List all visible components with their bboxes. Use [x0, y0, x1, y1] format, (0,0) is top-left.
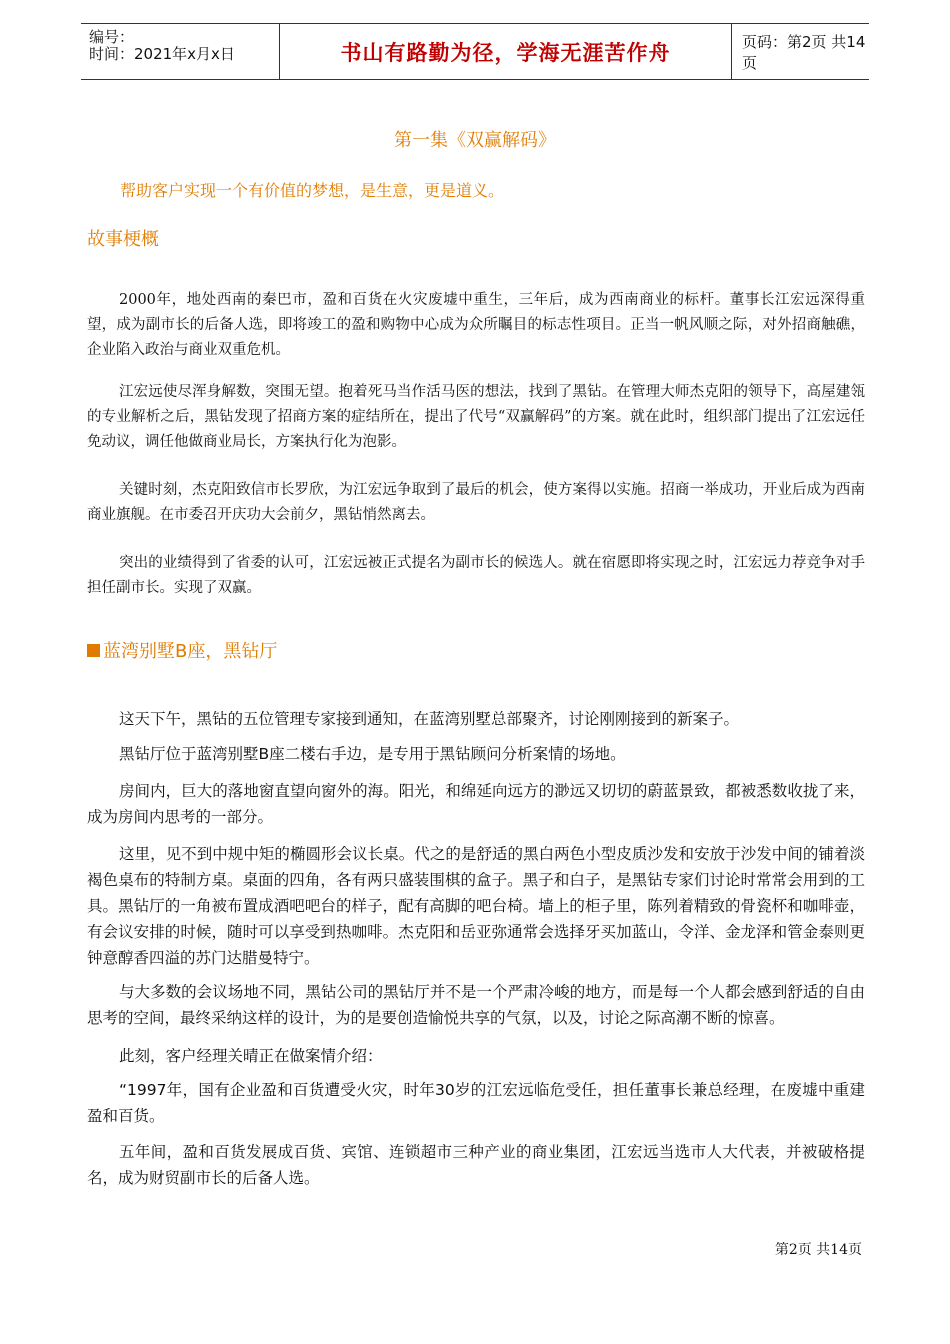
header-motto-cell	[280, 24, 732, 79]
scene-paragraph: “1997年，国有企业盈和百货遭受火灾，时年30岁的江宏远临危受任，担任董事长兼总经理，在废墟中重建盈和百货。	[87, 1081, 865, 1125]
tagline: 帮助客户实现一个有价值的梦想，是生意，更是道义。	[120, 181, 505, 200]
scene-heading	[87, 637, 277, 663]
scene-paragraph: 此刻，客户经理关晴正在做案情介绍：	[119, 1047, 383, 1065]
square-bullet-icon	[87, 644, 100, 657]
scene-paragraph: 这里，见不到中规中矩的椭圆形会议长桌。代之的是舒适的黑白两色小型皮质沙发和安放于沙发中间的铺着淡褐色桌布的特制方桌。桌面的四角，各有两只盛装围棋的盒子。黑子和白子，是黑钻专家们讨论时常常会用到的工具。黑钻厅的一角被布置成酒吧吧台的样子，配有高脚的吧台椅。墙上的柜子里，陈列着精致的骨瓷杯和咖啡壶，有会议安排的时候，随时可以享受到热咖啡。杰克阳和岳亚弥通常会选择牙买加蓝山，令洋、金龙泽和管金泰则更钟意醇香四溢的苏门达腊曼特宁。	[87, 845, 865, 967]
scene-paragraph: 五年间，盈和百货发展成百货、宾馆、连锁超市三种产业的商业集团，江宏远当选市人大代表，并被破格提名，成为财贸副市长的后备人选。	[87, 1143, 865, 1187]
scene-paragraph: 这天下午，黑钻的五位管理专家接到通知，在蓝湾别墅总部聚齐，讨论刚刚接到的新案子。	[119, 710, 740, 728]
document-number-label: 编号：	[89, 28, 135, 46]
scene-heading-text: 蓝湾别墅B座，黑钻厅	[103, 641, 278, 662]
document-time-label: 时间：2021年x月x日	[89, 45, 235, 63]
header-left-cell	[81, 24, 280, 79]
synopsis-paragraph: 江宏远使尽浑身解数，突围无望。抱着死马当作活马医的想法，找到了黑钻。在管理大师杰克阳的领导下，高屋建瓴的专业解析之后，黑钻发现了招商方案的症结所在，提出了代号“双赢解码”的方案。就在此时，组织部门提出了江宏远任免动议，调任他做商业局长，方案执行化为泡影。	[87, 384, 865, 450]
page-footer: 第2页 共14页	[774, 1242, 862, 1258]
synopsis-paragraph: 突出的业绩得到了省委的认可，江宏远被正式提名为副市长的候选人。就在宿愿即将实现之时，江宏远力荐竞争对手担任副市长。实现了双赢。	[87, 555, 865, 596]
scene-paragraph: 房间内，巨大的落地窗直望向窗外的海。阳光，和绵延向远方的渺远又切切的蔚蓝景致，都被悉数收拢了来，成为房间内思考的一部分。	[87, 782, 865, 826]
header-motto: 书山有路勤为径，学海无涯苦作舟	[340, 39, 671, 65]
scene-paragraph: 与大多数的会议场地不同，黑钻公司的黑钻厅并不是一个严肃冷峻的地方，而是每一个人都会感到舒适的自由思考的空间，最终采纳这样的设计，为的是要创造愉悦共享的气氛，以及，讨论之际高潮不断的惊喜。	[87, 983, 865, 1027]
scene-paragraph: 黑钻厅位于蓝湾别墅B座二楼右手边，是专用于黑钻顾问分析案情的场地。	[119, 745, 626, 763]
synopsis-heading: 故事梗概	[87, 229, 159, 250]
synopsis-paragraph: 2000年，地处西南的秦巴市，盈和百货在火灾废墟中重生，三年后，成为西南商业的标杆。董事长江宏远深得重望，成为副市长的后备人选，即将竣工的盈和购物中心成为众所瞩目的标志性项目。正当一帆风顺之际，对外招商触礁，企业陷入政治与商业双重危机。	[87, 292, 865, 358]
synopsis-paragraph: 关键时刻，杰克阳致信市长罗欣，为江宏远争取到了最后的机会，使方案得以实施。招商一举成功，开业后成为西南商业旗舰。在市委召开庆功大会前夕，黑钻悄然离去。	[87, 482, 865, 523]
header-page-cell	[732, 24, 869, 79]
header-page-code: 页码：第2页 共14页	[742, 32, 866, 72]
header-table	[81, 23, 869, 80]
episode-title: 第一集《双赢解码》	[394, 130, 556, 151]
